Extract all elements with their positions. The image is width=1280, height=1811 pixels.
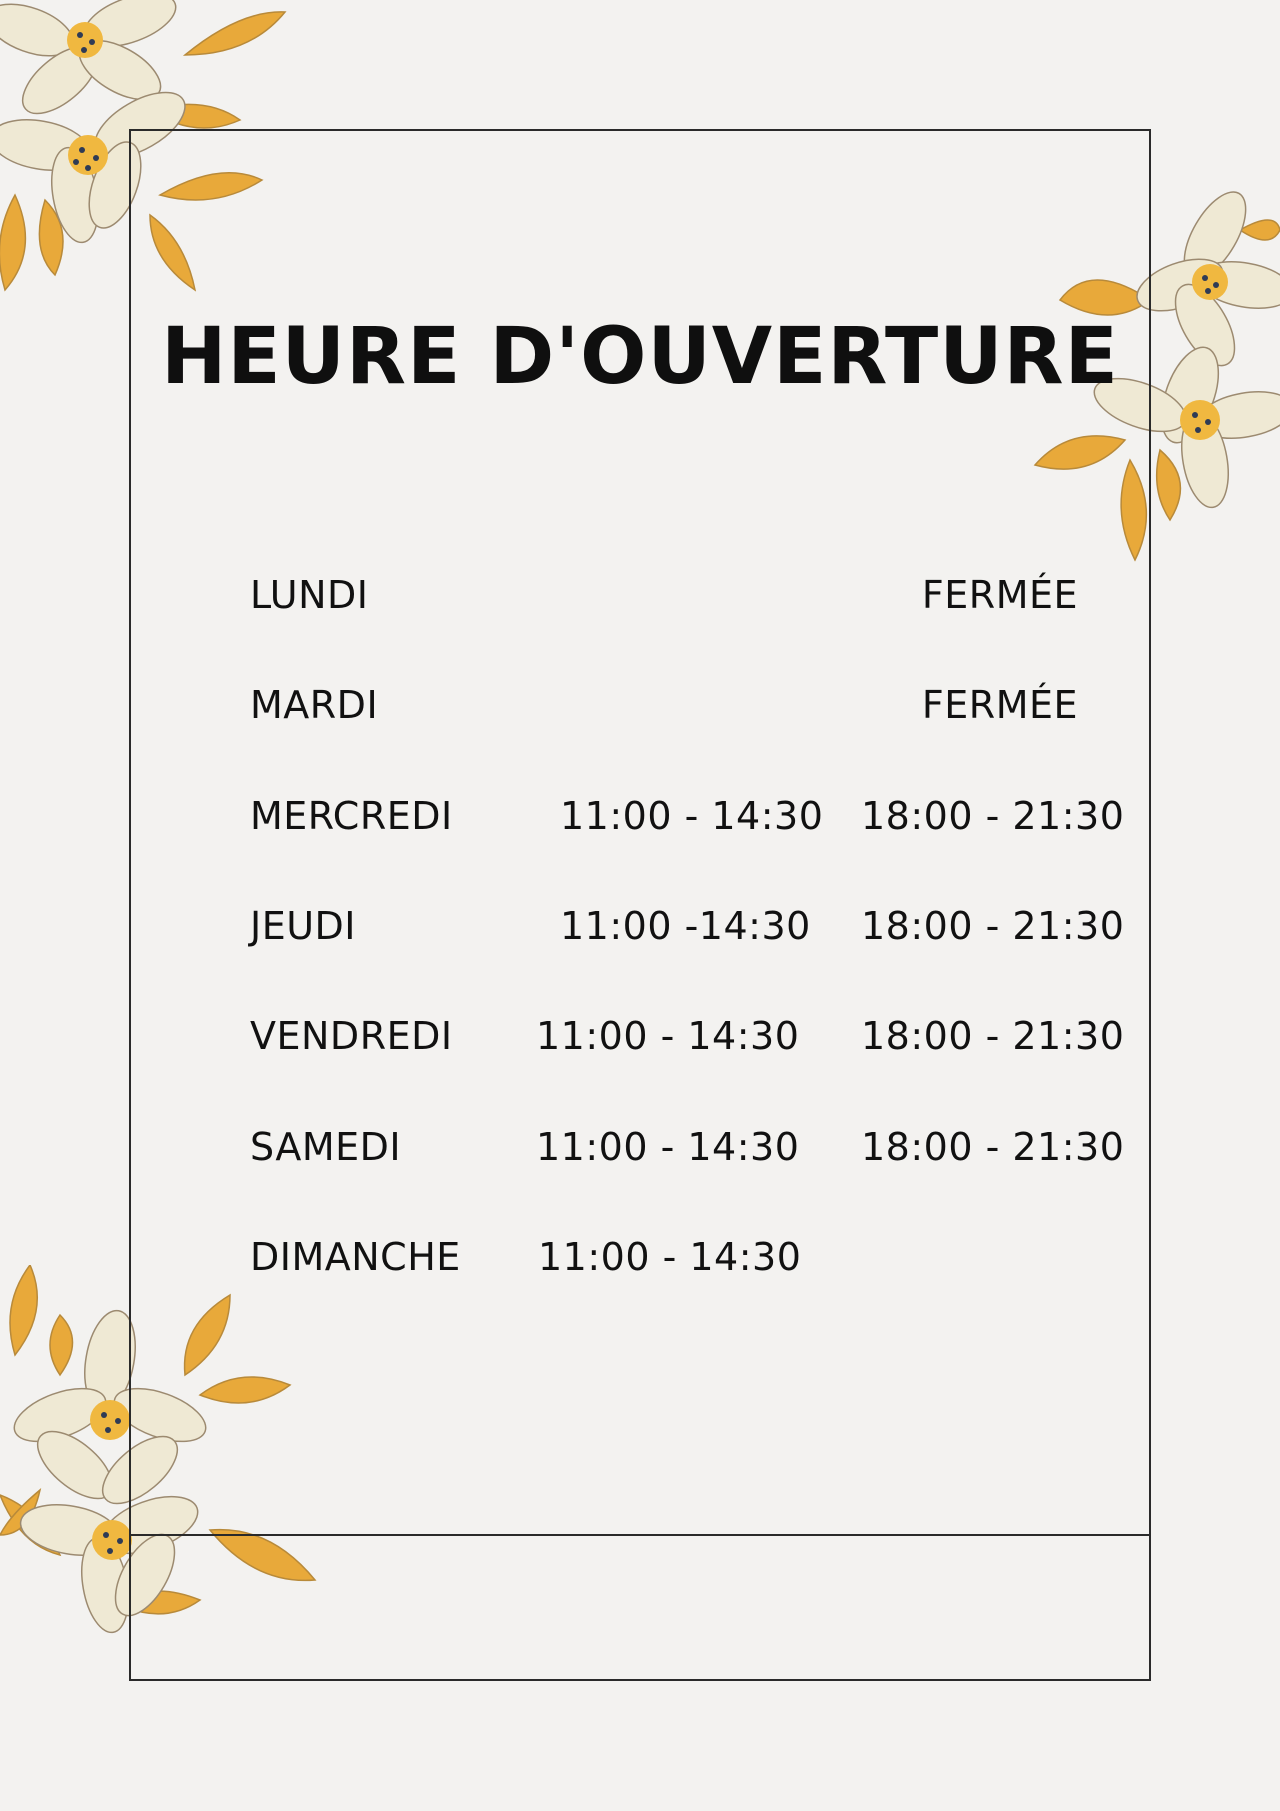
schedule-row-jeudi [0, 896, 1280, 956]
evening-hours: 18:00 - 21:30 [861, 1125, 1125, 1169]
day-label: JEUDI [250, 904, 356, 948]
lunch-hours: 11:00 - 14:30 [536, 1014, 800, 1058]
day-label: SAMEDI [250, 1125, 402, 1169]
page-title: HEURE D'OUVERTURE [161, 312, 1119, 402]
schedule-row-mercredi [0, 786, 1280, 846]
day-label: LUNDI [250, 573, 369, 617]
closed-status: FERMÉE [921, 683, 1078, 727]
lunch-hours: 11:00 -14:30 [560, 904, 811, 948]
schedule-row-vendredi [0, 1006, 1280, 1066]
schedule-row-mardi [0, 675, 1280, 735]
evening-hours: 18:00 - 21:30 [861, 794, 1125, 838]
evening-hours: 18:00 - 21:30 [861, 904, 1125, 948]
lunch-hours: 11:00 - 14:30 [536, 1125, 800, 1169]
day-label: MARDI [250, 683, 379, 727]
schedule-row-lundi [0, 565, 1280, 625]
day-label: VENDREDI [250, 1014, 453, 1058]
evening-hours: 18:00 - 21:30 [861, 1014, 1125, 1058]
day-label: MERCREDI [250, 794, 453, 838]
lunch-hours: 11:00 - 14:30 [560, 794, 824, 838]
day-label: DIMANCHE [250, 1235, 461, 1279]
lunch-hours: 11:00 - 14:30 [538, 1235, 802, 1279]
schedule-row-dimanche [0, 1227, 1280, 1287]
schedule-row-samedi [0, 1117, 1280, 1177]
closed-status: FERMÉE [921, 573, 1078, 617]
